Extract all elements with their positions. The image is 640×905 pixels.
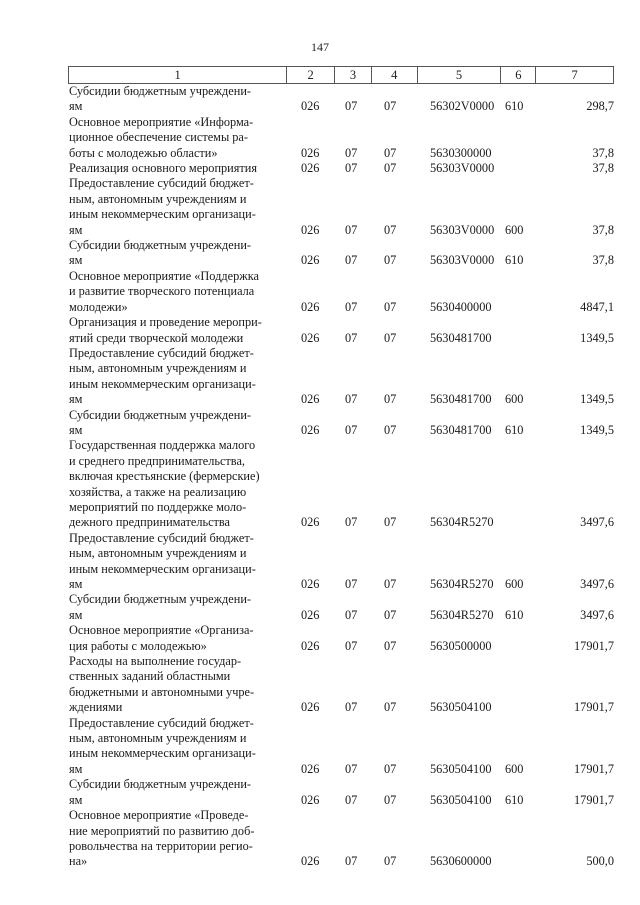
row-name-line: Основное мероприятие «Организа- [69,623,254,638]
subsection-code: 07 [384,330,397,345]
header-col-3: 3 [335,67,372,83]
row-name-line: и среднего предпринимательства, [69,453,245,468]
table-row [68,438,614,530]
amount: 17901,7 [574,700,614,715]
table-row [68,269,614,315]
row-name [68,176,287,238]
row-name-line: ятий среди творческой молодежи [69,330,244,345]
amount: 3497,6 [580,577,614,591]
expense-type-code: 610 [505,99,524,114]
section-code: 07 [345,854,358,869]
row-name [68,408,287,439]
section-code: 07 [345,577,358,591]
section-code: 07 [345,222,358,237]
row-name-line: и развитие творческого потенциала [69,284,255,299]
header-col-4: 4 [372,67,418,83]
amount: 37,8 [592,253,614,268]
table-header-row [68,66,614,84]
row-name-line: ям [69,99,83,114]
table-row [68,654,614,716]
row-name-line: иным некоммерческим организаци- [69,561,256,576]
row-name-line: Субсидии бюджетным учреждени- [69,84,252,98]
row-name [68,531,287,593]
expense-type-code: 610 [505,607,524,622]
grbs-code: 026 [301,299,320,314]
grbs-code: 026 [301,515,320,530]
target-article-code: 56303V0000 [430,253,495,268]
target-article-code: 56304R5270 [430,577,494,591]
row-name-line: Субсидии бюджетным учреждени- [69,777,252,792]
target-article-code: 5630300000 [430,145,492,160]
subsection-code: 07 [384,638,397,653]
row-name-line: ным, автономным учреждениям и [69,731,247,746]
subsection-code: 07 [384,161,397,176]
row-name-line: мероприятий по поддержке моло- [69,499,247,514]
grbs-code: 026 [301,761,320,776]
amount: 37,8 [592,161,614,176]
row-name [68,716,287,778]
row-name-line: ным, автономным учреждениям и [69,546,247,561]
target-article-code: 5630600000 [430,854,492,869]
row-name-line: дежного предпринимательства [69,515,231,530]
row-name-line: на» [69,854,88,869]
amount: 1349,5 [580,330,614,345]
row-name-line: Расходы на выполнение государ- [69,654,242,669]
amount: 17901,7 [574,792,614,807]
table-row [68,238,614,269]
row-name-line: ям [69,761,83,776]
row-name [68,161,287,176]
row-name [68,592,287,623]
row-name-line: Организация и проведение меропри- [69,315,262,330]
amount: 37,8 [592,222,614,237]
amount: 500,0 [586,854,614,869]
amount: 37,8 [592,145,614,160]
row-name [68,84,287,115]
grbs-code: 026 [301,638,320,653]
row-name-line: ям [69,392,83,407]
table-body [68,84,614,870]
row-name-line: Субсидии бюджетным учреждени- [69,238,252,253]
subsection-code: 07 [384,253,397,268]
expense-type-code: 600 [505,761,524,776]
row-name-line: Предоставление субсидий бюджет- [69,176,254,191]
grbs-code: 026 [301,854,320,869]
target-article-code: 56302V0000 [430,99,495,114]
row-name-line: Государственная поддержка малого [69,438,256,453]
row-name-line: ям [69,607,83,622]
row-name [68,777,287,808]
row-name [68,623,287,654]
section-code: 07 [345,161,358,176]
table-row [68,346,614,408]
table-row [68,808,614,870]
grbs-code: 026 [301,607,320,622]
row-name [68,115,287,161]
row-name-line: ционное обеспечение системы ра- [69,130,248,145]
table-row [68,777,614,808]
amount: 17901,7 [574,638,614,653]
grbs-code: 026 [301,145,320,160]
row-name-line: ям [69,422,83,437]
row-name [68,238,287,269]
row-name-line: ным, автономным учреждениям и [69,361,247,376]
section-code: 07 [345,145,358,160]
row-name-line: Субсидии бюджетным учреждени- [69,592,252,607]
grbs-code: 026 [301,792,320,807]
row-name-line: бюджетными и автономными учре- [69,684,255,699]
row-name-line: Предоставление субсидий бюджет- [69,345,254,360]
row-name-line: ственных заданий областными [69,669,231,684]
row-name-line: ция работы с молодежью» [69,638,207,653]
amount: 4847,1 [580,299,614,314]
grbs-code: 026 [301,422,320,437]
row-name-line: Основное мероприятие «Поддержка [69,268,259,283]
section-code: 07 [345,700,358,715]
table-row [68,592,614,623]
grbs-code: 026 [301,392,320,407]
target-article-code: 5630481700 [430,422,492,437]
row-name-line: ждениями [69,700,123,715]
row-name-line: иным некоммерческим организаци- [69,207,256,222]
subsection-code: 07 [384,607,397,622]
table-row [68,315,614,346]
row-name [68,315,287,346]
amount: 1349,5 [580,392,614,407]
row-name [68,269,287,315]
row-name-line: хозяйства, а также на реализацию [69,484,247,499]
section-code: 07 [345,392,358,407]
grbs-code: 026 [301,330,320,345]
row-name-line: ровольчества на территории регио- [69,838,253,853]
target-article-code: 5630504100 [430,792,492,807]
row-name-line: боты с молодежью области» [69,145,218,160]
amount: 3497,6 [580,607,614,622]
table-row [68,716,614,778]
target-article-code: 5630481700 [430,330,492,345]
subsection-code: 07 [384,422,397,437]
table-row [68,84,614,115]
amount: 3497,6 [580,515,614,530]
expense-type-code: 600 [505,577,524,591]
header-col-7: 7 [571,68,578,82]
row-name-line: иным некоммерческим организаци- [69,376,256,391]
subsection-code: 07 [384,761,397,776]
target-article-code: 5630500000 [430,638,492,653]
section-code: 07 [345,761,358,776]
target-article-code: 56304R5270 [430,607,494,622]
subsection-code: 07 [384,299,397,314]
section-code: 07 [345,99,358,114]
expense-type-code: 610 [505,422,524,437]
subsection-code: 07 [384,700,397,715]
row-name-line: Реализация основного мероприятия [69,161,258,176]
table-row [68,176,614,238]
subsection-code: 07 [384,145,397,160]
expense-type-code: 600 [505,392,524,407]
grbs-code: 026 [301,577,320,591]
section-code: 07 [345,607,358,622]
page-number: 147 [311,40,329,54]
row-name-line: Предоставление субсидий бюджет- [69,715,254,730]
row-name-line: иным некоммерческим организаци- [69,746,256,761]
target-article-code: 56303V0000 [430,161,495,176]
header-col-6: 6 [501,67,536,83]
table-row [68,531,614,593]
row-name-line: ям [69,253,83,268]
row-name [68,346,287,408]
target-article-code: 56303V0000 [430,222,495,237]
grbs-code: 026 [301,700,320,715]
subsection-code: 07 [384,99,397,114]
amount: 298,7 [586,99,614,114]
section-code: 07 [345,515,358,530]
grbs-code: 026 [301,253,320,268]
target-article-code: 5630504100 [430,700,492,715]
section-code: 07 [345,299,358,314]
subsection-code: 07 [384,392,397,407]
subsection-code: 07 [384,222,397,237]
subsection-code: 07 [384,792,397,807]
section-code: 07 [345,253,358,268]
expense-type-code: 600 [505,222,524,237]
section-code: 07 [345,792,358,807]
row-name-line: ям [69,577,83,591]
amount: 17901,7 [574,761,614,776]
row-name [68,808,287,870]
section-code: 07 [345,422,358,437]
expense-type-code: 610 [505,792,524,807]
row-name-line: ям [69,222,83,237]
subsection-code: 07 [384,577,397,591]
section-code: 07 [345,330,358,345]
grbs-code: 026 [301,99,320,114]
table-row [68,408,614,439]
target-article-code: 5630481700 [430,392,492,407]
subsection-code: 07 [384,515,397,530]
header-col-2: 2 [287,67,335,83]
row-name-line: Основное мероприятие «Информа- [69,114,254,129]
header-col-5: 5 [418,67,502,83]
row-name [68,438,287,530]
row-name-line: ям [69,792,83,807]
table-row [68,115,614,161]
grbs-code: 026 [301,161,320,176]
row-name-line: Предоставление субсидий бюджет- [69,530,254,545]
grbs-code: 026 [301,222,320,237]
row-name-line: Субсидии бюджетным учреждени- [69,407,252,422]
row-name-line: ние мероприятий по развитию доб- [69,823,255,838]
row-name-line: Основное мероприятие «Проведе- [69,808,249,823]
row-name-line: включая крестьянские (фермерские) [69,469,260,484]
target-article-code: 5630400000 [430,299,492,314]
table-row [68,623,614,654]
target-article-code: 56304R5270 [430,515,494,530]
amount: 1349,5 [580,422,614,437]
row-name-line: молодежи» [69,299,128,314]
section-code: 07 [345,638,358,653]
row-name [68,654,287,716]
header-col-1: 1 [69,67,287,83]
table-row [68,161,614,176]
target-article-code: 5630504100 [430,761,492,776]
row-name-line: ным, автономным учреждениям и [69,191,247,206]
subsection-code: 07 [384,854,397,869]
expense-type-code: 610 [505,253,524,268]
